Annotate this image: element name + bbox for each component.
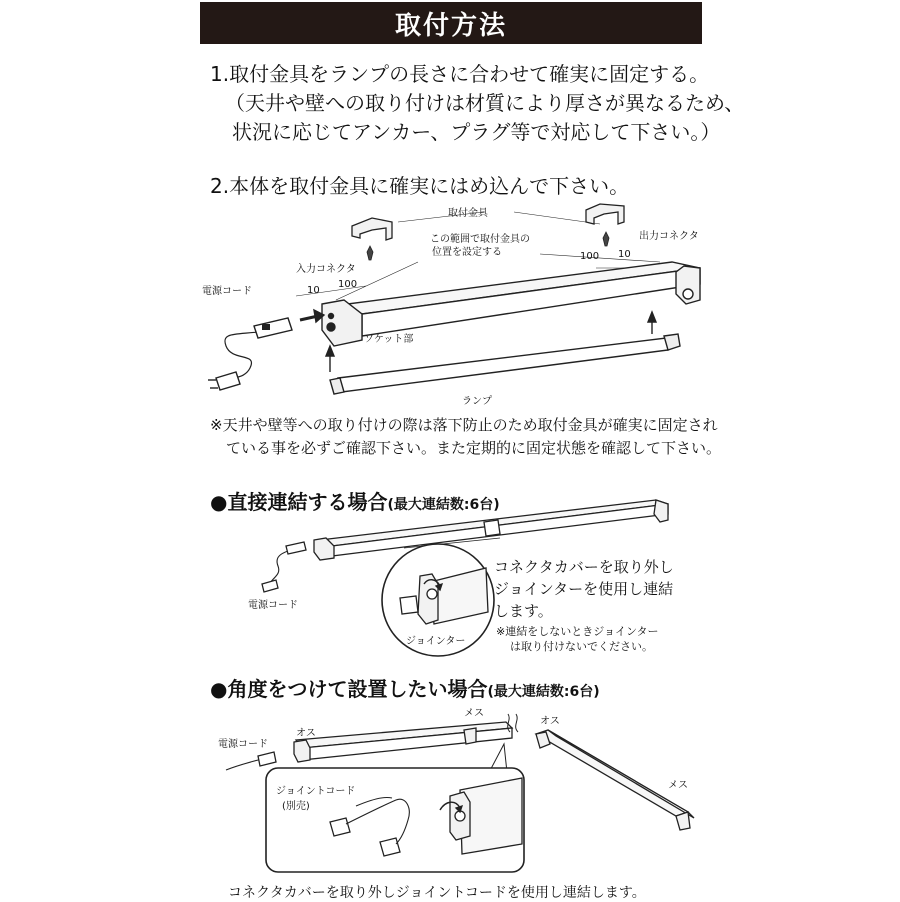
- page-title: 取付方法: [200, 2, 702, 44]
- caution-line1: ※天井や壁等への取り付けの際は落下防止のため取付金具が確実に固定され: [210, 416, 718, 434]
- dim-right-100: 100: [580, 251, 600, 262]
- sold-separately-label: (別売): [282, 801, 310, 812]
- joint-cord-label: ジョイントコード: [276, 786, 356, 797]
- direct-desc-line3: します。: [494, 602, 553, 620]
- direct-desc-line1: コネクタカバーを取り外し: [494, 558, 674, 576]
- male-label-2: オス: [540, 716, 560, 727]
- direct-heading-note: (最大連結数:6台): [387, 497, 500, 513]
- direct-power-cord-label: 電源コード: [248, 600, 298, 611]
- caution-line2: ている事を必ずご確認下さい。また定期的に固定状態を確認して下さい。: [226, 439, 722, 457]
- range-label-line1: この範囲で取付金具の: [430, 234, 530, 245]
- dim-left-100: 100: [338, 279, 358, 290]
- bracket-label: 取付金具: [448, 208, 488, 219]
- socket-label: ソケット部: [364, 334, 414, 345]
- female-label-1: メス: [464, 708, 484, 719]
- step1-line2: （天井や壁への取り付けは材質により厚さが異なるため、: [225, 91, 745, 115]
- angle-power-cord-label: 電源コード: [218, 739, 268, 750]
- male-label-1: オス: [296, 728, 316, 739]
- dim-right-10: 10: [618, 249, 631, 260]
- angle-heading-text: ●角度をつけて設置したい場合: [210, 677, 488, 701]
- range-label-line2: 位置を設定する: [432, 247, 502, 258]
- angle-footer: コネクタカバーを取り外しジョイントコードを使用し連結します。: [228, 885, 646, 901]
- direct-note-line2: は取り付けないでください。: [510, 640, 653, 653]
- angle-heading-note: (最大連結数:6台): [487, 684, 600, 700]
- direct-heading-text: ●直接連結する場合: [210, 490, 388, 514]
- step2-line1: 2.本体を取付金具に確実にはめ込んで下さい。: [210, 174, 630, 198]
- input-connector-label: 入力コネクタ: [296, 264, 356, 275]
- dim-left-10: 10: [307, 285, 320, 296]
- step1-line1: 1.取付金具をランプの長さに合わせて確実に固定する。: [210, 62, 710, 86]
- lamp-label: ランプ: [462, 396, 492, 407]
- direct-desc-line2: ジョインターを使用し連結: [494, 580, 674, 598]
- output-connector-label: 出力コネクタ: [639, 231, 699, 242]
- step1-line3: 状況に応じてアンカー、プラグ等で対応して下さい。）: [232, 120, 721, 144]
- female-label-2: メス: [668, 780, 688, 791]
- joiner-label: ジョインター: [406, 636, 466, 647]
- power-cord-label: 電源コード: [202, 286, 252, 297]
- direct-note-line1: ※連結をしないときジョインター: [496, 625, 659, 638]
